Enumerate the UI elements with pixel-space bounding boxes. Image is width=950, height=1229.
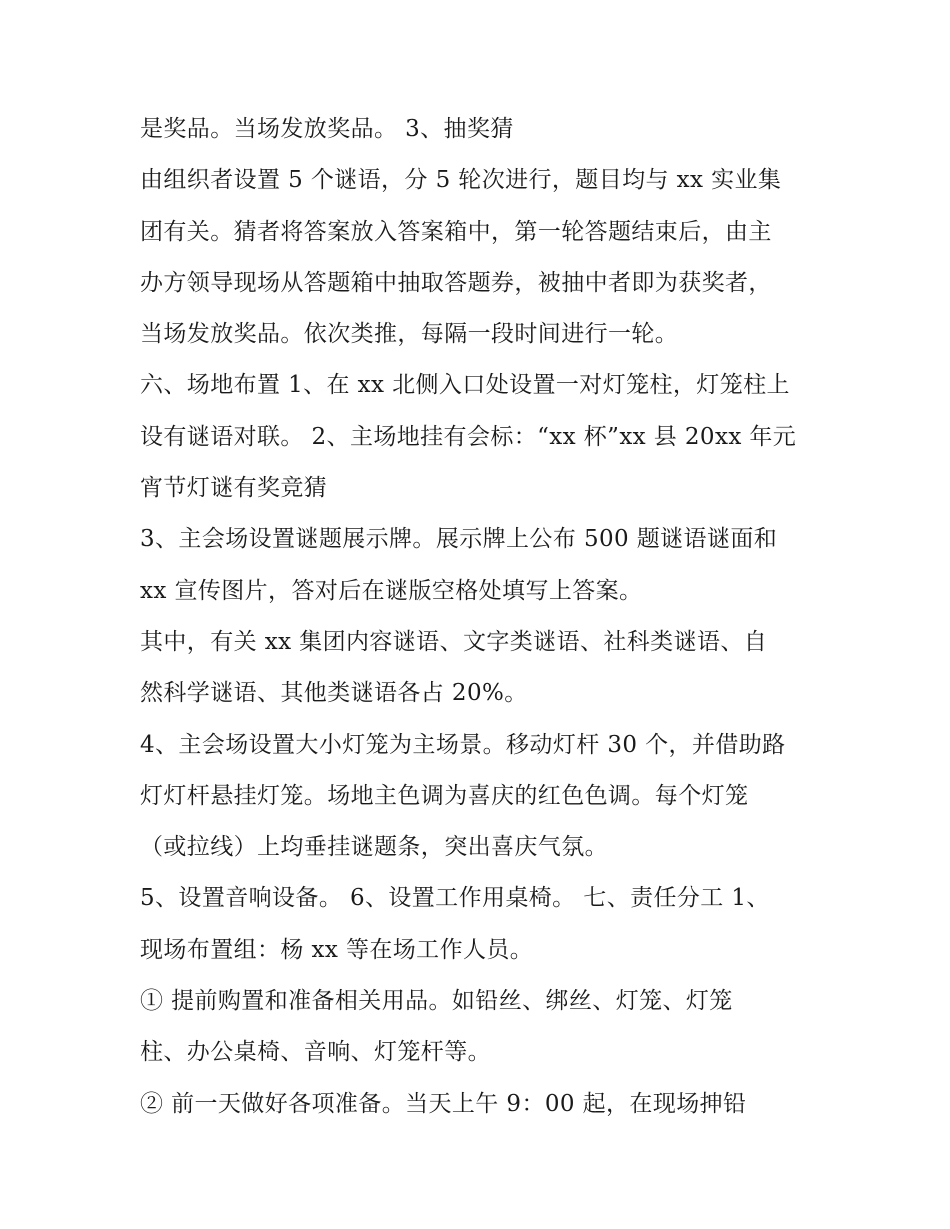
- text-line: 六、场地布置 1、在 xx 北侧入口处设置一对灯笼柱，灯笼柱上: [140, 372, 790, 399]
- text-line: 然科学谜语、其他类谜语各占 20%。: [140, 680, 528, 707]
- text-line: 办方领导现场从答题箱中抽取答题券，被抽中者即为获奖者，: [140, 269, 772, 296]
- text-line: 由组织者设置 5 个谜语，分 5 轮次进行，题目均与 xx 实业集: [140, 167, 782, 194]
- text-line: 5、设置音响设备。 6、设置工作用桌椅。 七、责任分工 1、: [140, 885, 770, 912]
- text-line: 宵节灯谜有奖竞猜: [140, 475, 328, 502]
- text-line: 4、主会场设置大小灯笼为主场景。移动灯杆 30 个，并借助路: [140, 731, 786, 758]
- document-body: [140, 104, 820, 1130]
- text-line: xx 宣传图片，答对后在谜版空格处填写上答案。: [140, 577, 643, 604]
- text-line: 团有关。猜者将答案放入答案箱中，第一轮答题结束后，由主: [140, 218, 772, 245]
- text-line: ① 提前购置和准备相关用品。如铅丝、绑丝、灯笼、灯笼: [140, 988, 733, 1015]
- text-line: 当场发放奖品。依次类推，每隔一段时间进行一轮。: [140, 321, 679, 348]
- text-line: 灯灯杆悬挂灯笼。场地主色调为喜庆的红色色调。每个灯笼: [140, 782, 749, 809]
- text-line: 3、主会场设置谜题展示牌。展示牌上公布 500 题谜语谜面和: [140, 526, 778, 553]
- text-line: 是奖品。当场发放奖品。 3、抽奖猜: [140, 116, 514, 142]
- text-line: 柱、办公桌椅、音响、灯笼杆等。: [140, 1039, 491, 1066]
- text-line: （或拉线）上均垂挂谜题条，突出喜庆气氛。: [140, 834, 608, 861]
- text-line: ② 前一天做好各项准备。当天上午 9：00 起，在现场抻铅: [140, 1090, 747, 1117]
- text-line: 现场布置组：杨 xx 等在场工作人员。: [140, 936, 534, 963]
- text-line: 其中，有关 xx 集团内容谜语、文字类谜语、社科类谜语、自: [140, 628, 768, 655]
- text-line: 设有谜语对联。 2、主场地挂有会标：“xx 杯”xx 县 20xx 年元: [140, 423, 797, 450]
